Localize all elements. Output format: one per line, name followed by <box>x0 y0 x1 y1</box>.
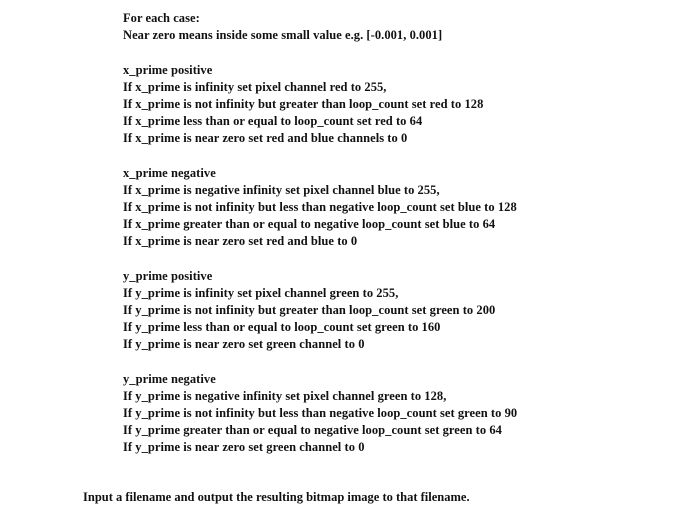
rule-line: If y_prime is not infinity but less than negative loop_count set green to 90 <box>123 406 518 420</box>
rule-line: If y_prime is near zero set green channel to 0 <box>123 337 365 351</box>
section-title-y-prime-positive: y_prime positive <box>123 269 213 283</box>
rule-line: If x_prime is near zero set red and blue to 0 <box>123 234 358 248</box>
rule-line: If x_prime is infinity set pixel channel red to 255, <box>123 80 387 94</box>
intro-heading: For each case: <box>123 11 200 25</box>
rule-line: If y_prime is not infinity but greater than loop_count set green to 200 <box>123 303 496 317</box>
rule-line: If y_prime is near zero set green channel to 0 <box>123 440 365 454</box>
rule-line: If x_prime is negative infinity set pixel channel blue to 255, <box>123 183 440 197</box>
footer-instruction: Input a filename and output the resulting bitmap image to that filename. <box>83 490 470 504</box>
rule-line: If x_prime is near zero set red and blue channels to 0 <box>123 131 408 145</box>
section-title-y-prime-negative: y_prime negative <box>123 372 216 386</box>
rule-line: If y_prime is infinity set pixel channel green to 255, <box>123 286 399 300</box>
section-title-x-prime-negative: x_prime negative <box>123 166 216 180</box>
rule-line: If x_prime less than or equal to loop_count set red to 64 <box>123 114 423 128</box>
rule-line: If x_prime is not infinity but greater than loop_count set red to 128 <box>123 97 484 111</box>
section-title-x-prime-positive: x_prime positive <box>123 63 213 77</box>
rule-line: If x_prime is not infinity but less than negative loop_count set blue to 128 <box>123 200 517 214</box>
rule-line: If y_prime is negative infinity set pixel channel green to 128, <box>123 389 447 403</box>
rule-line: If y_prime greater than or equal to negative loop_count set green to 64 <box>123 423 502 437</box>
near-zero-definition: Near zero means inside some small value e.g. [-0.001, 0.001] <box>123 28 443 42</box>
rule-line: If y_prime less than or equal to loop_count set green to 160 <box>123 320 441 334</box>
rule-line: If x_prime greater than or equal to negative loop_count set blue to 64 <box>123 217 496 231</box>
